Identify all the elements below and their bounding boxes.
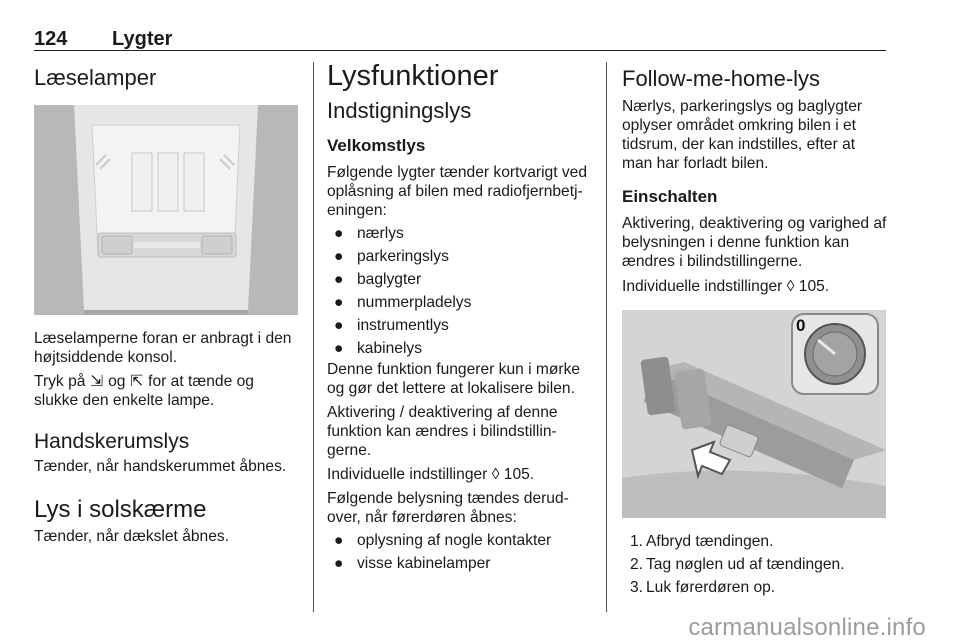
column-2 [327, 60, 592, 573]
tryk-text-og: og [108, 373, 126, 390]
heading-lys-i-solskaerme: Lys i solskærme [34, 496, 207, 523]
heading-indstigningslys: Indstigningslys [327, 98, 472, 123]
page-number: 124 [34, 28, 68, 50]
list-item: ● oplysning af nogle kontakter [334, 532, 552, 549]
switch-position-label: 0 [796, 316, 806, 335]
list-item: ● baglygter [334, 271, 422, 288]
reading-lamp-figure [34, 105, 298, 315]
heading-laeselamper: Læselamper [34, 65, 157, 90]
light-switch-illustration [622, 310, 886, 518]
heading-einschalten: Einschalten [622, 187, 718, 206]
heading-lysfunktioner: Lysfunktioner [327, 60, 499, 92]
heading-follow-me-home: Follow-me-home-lys [622, 66, 821, 91]
velkomstlys-list [327, 224, 592, 358]
foererdoer-list [327, 531, 592, 573]
list-item: 1. Afbryd tændingen. [630, 533, 774, 550]
column-divider-1 [313, 62, 314, 612]
list-item: 3. Luk førerdøren op. [630, 579, 776, 596]
heading-handskerumslys: Handskerumslys [34, 430, 190, 453]
einschalten-text: Aktivering, deaktivering og varighed af belysningen i denne funktion kan ændres i bilindstillingerne. [622, 215, 887, 270]
column-divider-2 [606, 62, 607, 612]
tryk-text-post: for at tænde og slukke den enkelte lampe. [34, 373, 254, 409]
page-ref-icon: ◊ [786, 278, 795, 295]
lamp-left-icon: ⇲ [90, 373, 104, 390]
watermark: carmanualsonline.info [688, 614, 926, 641]
column-3 [622, 60, 887, 597]
solskaerm-text: Tænder, når dækslet åbnes. [34, 528, 230, 545]
paragraph-individuelle: Individuelle indstillinger ◊ 105. [327, 466, 535, 483]
reading-lamp-illustration [34, 105, 298, 315]
light-switch-figure [622, 310, 886, 518]
paragraph-foererdoer: Følgende belysning tændes derudover, når førerdøren åbnes: [327, 490, 569, 526]
list-item: ● visse kabinelamper [334, 555, 491, 572]
section-title: Lygter [112, 28, 173, 50]
list-item: ● nærlys [334, 225, 404, 242]
velkomstlys-intro: Følgende lygter tænder kortvarigt ved oplåsning af bilen med radiofjernbetjeningen: [327, 164, 588, 219]
heading-velkomstlys: Velkomstlys [327, 136, 426, 155]
list-item: ● kabinelys [334, 340, 423, 357]
handskerum-text: Tænder, når handskerummet åbnes. [34, 458, 287, 475]
figure-caption-text: Læselamperne foran er anbragt i den højtsiddende konsol. [34, 330, 292, 366]
list-item: ● instrumentlys [334, 317, 449, 334]
follow-me-home-intro: Nærlys, parkeringslys og baglygter oplyser området omkring bilen i et tidsrum, der kan indstilles, efter at man har forladt bilen. [622, 98, 863, 172]
paragraph-moerke: Denne funktion fungerer kun i mørke og gør det lettere at lokalisere bilen. [327, 361, 581, 397]
list-item: ● nummerpladelys [334, 294, 472, 311]
list-item: ● parkeringslys [334, 248, 449, 265]
page-ref-icon: ◊ [491, 466, 500, 483]
individuelle-ref: Individuelle indstillinger ◊ 105. [622, 278, 830, 295]
list-item: 2. Tag nøglen ud af tændingen. [630, 556, 845, 573]
lamp-right-icon: ⇱ [130, 373, 144, 390]
tryk-paragraph [34, 372, 302, 410]
paragraph-aktivering: Aktivering / deaktivering af denne funktion kan ændres i bilindstillingerne. [327, 404, 558, 459]
steps-list [622, 532, 887, 597]
page-header [34, 26, 886, 51]
tryk-text-pre: Tryk på [34, 373, 86, 390]
column-1 [34, 60, 302, 546]
